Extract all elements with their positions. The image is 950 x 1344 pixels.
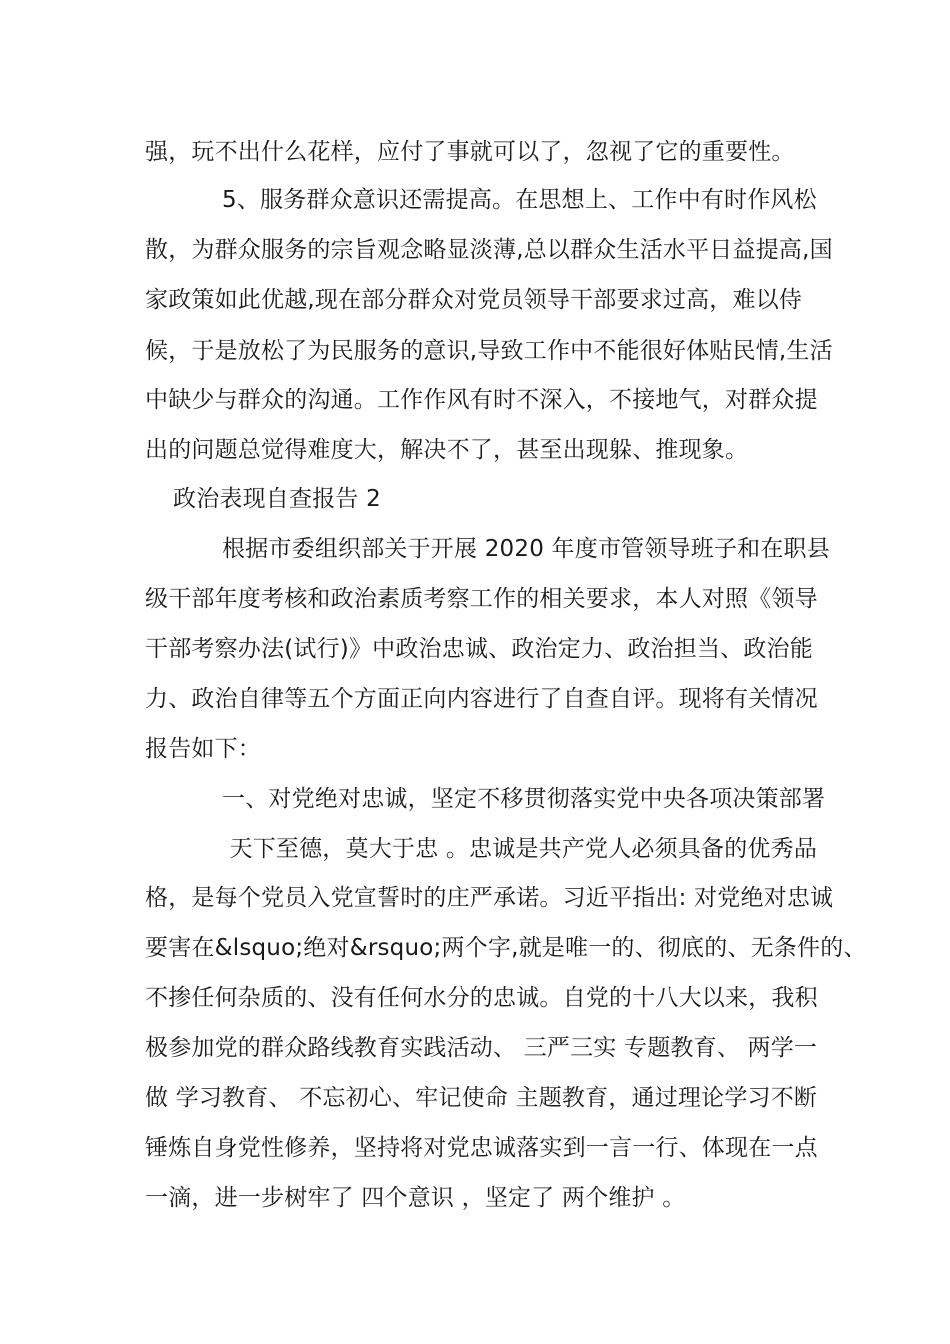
text-line: 锤炼自身党性修养，坚持将对党忠诚落实到一言一行、体现在一点 (145, 1135, 818, 1161)
text-line: 要害在&lsquo;绝对&rsquo;两个字,就是唯一的、彻底的、无条件的、 (145, 935, 867, 961)
text-line: 不掺任何杂质的、没有任何水分的忠诚。自党的十八大以来，我积 (145, 985, 818, 1011)
text-line: 散，为群众服务的宗旨观念略显淡薄,总以群众生活水平日益提高,国 (145, 237, 833, 263)
text-line: 做 学习教育、 不忘初心、牢记使命 主题教育，通过理论学习不断 (145, 1085, 818, 1111)
text-line: 根据市委组织部关于开展 2020 年度市管领导班子和在职县 (222, 536, 830, 562)
text-line: 干部考察办法(试行)》中政治忠诚、政治定力、政治担当、政治能 (145, 636, 813, 662)
text-line: 天下至德，莫大于忠 。忠诚是共产党人必须具备的优秀品 (222, 836, 818, 862)
text-line: 级干部年度考核和政治素质考察工作的相关要求，本人对照《领导 (145, 586, 818, 612)
text-line: 候，于是放松了为民服务的意识,导致工作中不能很好体贴民情,生活 (145, 338, 833, 364)
text-line: 家政策如此优越,现在部分群众对党员领导干部要求过高，难以侍 (145, 287, 803, 313)
text-line: 强，玩不出什么花样，应付了事就可以了，忽视了它的重要性。 (145, 139, 795, 165)
text-line: 极参加党的群众路线教育实践活动、 三严三实 专题教育、 两学一 (145, 1035, 818, 1061)
text-line: 力、政治自律等五个方面正向内容进行了自查自评。现将有关情况 (145, 686, 818, 712)
text-line: 出的问题总觉得难度大，解决不了，甚至出现躲、推现象。 (145, 437, 749, 463)
text-line: 报告如下： (145, 736, 261, 762)
section-heading: 政治表现自查报告 2 (173, 486, 381, 512)
subsection-heading: 一、对党绝对忠诚，坚定不移贯彻落实党中央各项决策部署 (222, 786, 826, 812)
text-line: 一滴，进一步树牢了 四个意识 ，坚定了 两个维护 。 (145, 1185, 686, 1211)
text-line: 中缺少与群众的沟通。工作作风有时不深入，不接地气，对群众提 (145, 387, 818, 413)
text-line: 5、服务群众意识还需提高。在思想上、工作中有时作风松 (222, 187, 817, 213)
text-line: 格，是每个党员入党宣誓时的庄严承诺。习近平指出: 对党绝对忠诚 (145, 885, 834, 911)
